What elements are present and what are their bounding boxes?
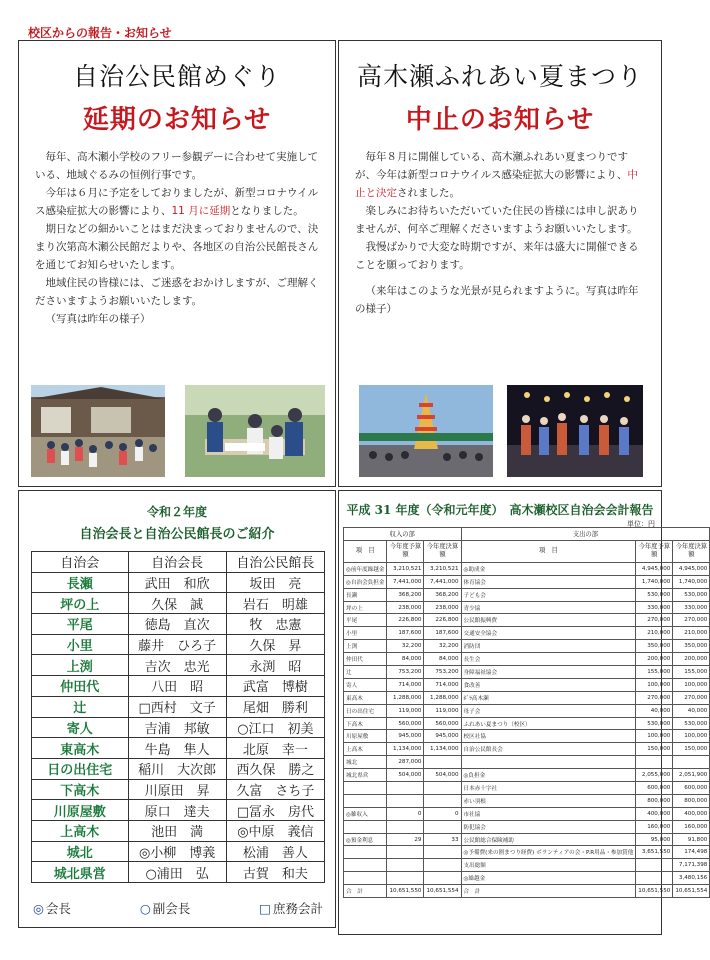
amount-cell: 270,000 (636, 691, 673, 704)
district-cell: 平尾 (32, 614, 129, 635)
item-cell: 長瀬 (344, 588, 387, 601)
chair-cell: ◎小柳 博義 (128, 841, 226, 862)
item-cell: 消防団 (461, 640, 636, 653)
accounts-row (344, 666, 710, 679)
item-cell: 市社協 (461, 807, 636, 820)
roster-legend (33, 899, 323, 917)
amount-cell: 0 (424, 807, 461, 820)
amount-cell: 200,000 (636, 653, 673, 666)
amount-cell (387, 846, 424, 859)
item-cell (344, 794, 387, 807)
amount-cell: 2,051,900 (673, 769, 710, 782)
column-heading: 今年度予算額 (636, 540, 673, 562)
amount-cell: 287,000 (387, 756, 424, 769)
item-cell: 赤い羽根 (461, 794, 636, 807)
item-cell: 日本赤十字社 (461, 782, 636, 795)
chair-cell: 徳島 直次 (128, 614, 226, 635)
item-cell: 辻 (344, 666, 387, 679)
accounts-row (344, 730, 710, 743)
photo-caption: （写真は昨年の様子） (45, 313, 151, 325)
item-cell: 坪の上 (344, 601, 387, 614)
amount-cell: 945,000 (424, 730, 461, 743)
roster-row (32, 738, 325, 759)
accounts-row (344, 885, 710, 898)
roster-row (32, 758, 325, 779)
photo-caption: （来年はこのような光景が見られますように。写真は昨年の様子） (355, 285, 639, 315)
item-cell (344, 846, 387, 859)
amount-cell: 150,000 (636, 743, 673, 756)
item-cell: 校区社協 (461, 730, 636, 743)
amount-cell: 945,000 (387, 730, 424, 743)
amount-cell: 187,600 (424, 627, 461, 640)
notice-body (19, 136, 335, 328)
amount-cell: 530,000 (636, 717, 673, 730)
amount-cell: 174,498 (673, 846, 710, 859)
accounts-section-row (344, 528, 710, 541)
amount-cell: 33 (424, 833, 461, 846)
column-heading: 今年度決算額 (424, 540, 461, 562)
amount-cell: 32,200 (387, 640, 424, 653)
amount-cell: 84,000 (387, 653, 424, 666)
amount-cell (636, 859, 673, 872)
amount-cell (424, 794, 461, 807)
item-cell: 合 計 (461, 885, 636, 898)
amount-cell: 226,800 (424, 614, 461, 627)
district-cell: 自治会 (32, 552, 129, 573)
accounts-row (344, 859, 710, 872)
roster-row (32, 779, 325, 800)
chair-cell: 自治会長 (128, 552, 226, 573)
amount-cell: 40,000 (673, 704, 710, 717)
amount-cell (636, 756, 673, 769)
accounts-panel (338, 490, 708, 935)
hall-head-cell: □冨永 房代 (226, 800, 324, 821)
item-cell: 仲田代 (344, 653, 387, 666)
amount-cell: 10,651,554 (424, 885, 461, 898)
amount-cell (424, 846, 461, 859)
accounts-row (344, 627, 710, 640)
amount-cell (387, 794, 424, 807)
amount-cell: 91,800 (673, 833, 710, 846)
amount-cell: 119,000 (424, 704, 461, 717)
amount-cell: 1,134,000 (387, 743, 424, 756)
amount-cell: 119,000 (387, 704, 424, 717)
item-cell: 城北 (344, 756, 387, 769)
amount-cell: 187,600 (387, 627, 424, 640)
amount-cell: 29 (387, 833, 424, 846)
roster-header-row (32, 552, 325, 573)
amount-cell (387, 820, 424, 833)
amount-cell: 368,200 (387, 588, 424, 601)
accounts-row (344, 614, 710, 627)
amount-cell (387, 859, 424, 872)
column-heading: 今年度予算額 (387, 540, 424, 562)
roster-table (31, 551, 325, 883)
item-cell (344, 872, 387, 885)
legend-mark: ○ (139, 901, 151, 916)
column-heading: 項 目 (344, 540, 387, 562)
roster-row (32, 655, 325, 676)
accounts-row (344, 704, 710, 717)
district-cell: 下高木 (32, 779, 129, 800)
hall-head-cell: 尾畑 勝利 (226, 696, 324, 717)
item-cell: 下高木 (344, 717, 387, 730)
item-cell (344, 820, 387, 833)
amount-cell: 714,000 (424, 678, 461, 691)
amount-cell (636, 872, 673, 885)
amount-cell: 32,200 (424, 640, 461, 653)
item-cell: ◎自治会負担金 (344, 575, 387, 588)
amount-cell (673, 756, 710, 769)
chair-cell: ○浦田 弘 (128, 862, 226, 883)
amount-cell: 800,000 (636, 794, 673, 807)
item-cell: 食改善 (461, 678, 636, 691)
accounts-row (344, 678, 710, 691)
roster-row (32, 614, 325, 635)
item-cell: 長生会 (461, 653, 636, 666)
roster-panel (18, 490, 336, 928)
amount-cell: 3,210,521 (387, 562, 424, 575)
accounts-column-row (344, 540, 710, 562)
hall-head-cell: 久富 さち子 (226, 779, 324, 800)
amount-cell: 400,000 (636, 807, 673, 820)
amount-cell: 330,000 (636, 601, 673, 614)
amount-cell: 504,000 (387, 769, 424, 782)
roster-row (32, 820, 325, 841)
amount-cell: 1,288,000 (424, 691, 461, 704)
hall-head-cell: 牧 忠憲 (226, 614, 324, 635)
paragraph: 地域住民の皆様には、ご迷惑をおかけしますが、ご理解くださいますようお願いいたします。 (35, 277, 319, 307)
amount-cell: 3,480,156 (673, 872, 710, 885)
item-cell: 川原屋敷 (344, 730, 387, 743)
chair-cell: 武田 和欣 (128, 572, 226, 593)
amount-cell: 560,000 (424, 717, 461, 730)
photo-night-dance (507, 385, 643, 477)
notice-subtitle: 延期のお知らせ (82, 105, 272, 135)
item-cell: 東高木 (344, 691, 387, 704)
item-cell: 城北県営 (344, 769, 387, 782)
accounts-row (344, 743, 710, 756)
photo-festival-float (359, 385, 493, 477)
hall-head-cell: 坂田 亮 (226, 572, 324, 593)
amount-cell: 1,288,000 (387, 691, 424, 704)
amount-cell: 160,000 (673, 820, 710, 833)
amount-cell: 714,000 (387, 678, 424, 691)
hall-head-cell: ○江口 初美 (226, 717, 324, 738)
amount-cell: 155,000 (673, 666, 710, 679)
notice-title: 高木瀬ふれあい夏まつり (356, 62, 643, 91)
item-cell: ◎前年度繰越金 (344, 562, 387, 575)
amount-cell: 100,000 (673, 730, 710, 743)
roster-row (32, 593, 325, 614)
district-cell: 長瀬 (32, 572, 129, 593)
amount-cell: 40,000 (636, 704, 673, 717)
legend-item (33, 899, 71, 917)
accounts-row (344, 820, 710, 833)
roster-title: 自治会長と自治公民館長のご紹介 (79, 527, 275, 542)
section-header: 校区からの報告・お知らせ (28, 26, 172, 40)
district-cell: 小里 (32, 634, 129, 655)
amount-cell: 100,000 (636, 678, 673, 691)
item-cell: 身障福祉協会 (461, 666, 636, 679)
accounts-title: 平成 31 年度（令和元年度） 高木瀬校区自治会会計報告 (346, 503, 654, 517)
amount-cell: 4,945,000 (636, 562, 673, 575)
accounts-row (344, 717, 710, 730)
district-cell: 上渕 (32, 655, 129, 676)
amount-cell: 600,000 (636, 782, 673, 795)
hall-head-cell: 西久保 勝之 (226, 758, 324, 779)
amount-cell: 350,000 (636, 640, 673, 653)
amount-cell: 530,000 (636, 588, 673, 601)
amount-cell: 3,210,521 (424, 562, 461, 575)
accounts-row (344, 807, 710, 820)
amount-cell: 1,134,000 (424, 743, 461, 756)
paragraph: 期日などの細かいことはまだ決まっておりませんので、決まり次第高木瀬公民館だよりや、各地区の自治公民館長さんを通じてお知らせいたします。 (35, 223, 319, 271)
item-cell: 母子会 (461, 704, 636, 717)
accounts-row (344, 640, 710, 653)
hall-head-cell: 武富 博樹 (226, 676, 324, 697)
photo-craft-activity (185, 385, 325, 477)
legend-label: 会長 (45, 901, 71, 916)
amount-cell: 226,800 (387, 614, 424, 627)
hall-head-cell: 永渕 昭 (226, 655, 324, 676)
amount-cell: 270,000 (673, 691, 710, 704)
district-cell: 城北県営 (32, 862, 129, 883)
amount-cell: 10,651,554 (673, 885, 710, 898)
item-cell: 平尾 (344, 614, 387, 627)
amount-cell (387, 782, 424, 795)
amount-cell: 4,945,000 (673, 562, 710, 575)
accounts-row (344, 562, 710, 575)
item-cell: ◎予備費(来の圏まつり経費) ボランティアの会・P.R用品・参加賞他 (461, 846, 636, 859)
hall-head-cell: ◎中原 義信 (226, 820, 324, 841)
district-cell: 城北 (32, 841, 129, 862)
amount-cell (424, 820, 461, 833)
section-heading: 収入の部 (344, 528, 462, 541)
district-cell: 日の出住宅 (32, 758, 129, 779)
item-cell: ◎雑収入 (344, 807, 387, 820)
district-cell: 寄人 (32, 717, 129, 738)
roster-row (32, 841, 325, 862)
amount-cell: 238,000 (387, 601, 424, 614)
roster-row (32, 696, 325, 717)
section-heading: 支出の部 (461, 528, 710, 541)
amount-cell: 753,200 (387, 666, 424, 679)
photo-strip (351, 385, 649, 477)
amount-cell: 3,651,550 (636, 846, 673, 859)
chair-cell: □西村 文子 (128, 696, 226, 717)
legend-mark: ◎ (33, 901, 44, 916)
item-cell: 上高木 (344, 743, 387, 756)
notice-body (339, 136, 661, 318)
roster-row (32, 717, 325, 738)
amount-cell: 368,200 (424, 588, 461, 601)
amount-cell: 95,000 (636, 833, 673, 846)
chair-cell: 原口 達夫 (128, 800, 226, 821)
accounts-row (344, 691, 710, 704)
accounts-row (344, 782, 710, 795)
item-cell: ◎助成金 (461, 562, 636, 575)
paragraph: 楽しみにお待ちいただいていた住民の皆様には申し訳ありませんが、何卒ご理解くださいますようお願いいたします。 (355, 205, 639, 235)
amount-cell: 753,200 (424, 666, 461, 679)
chair-cell: 久保 誠 (128, 593, 226, 614)
amount-cell: 530,000 (673, 717, 710, 730)
amount-cell: 200,000 (673, 653, 710, 666)
amount-cell: 160,000 (636, 820, 673, 833)
item-cell: 合 計 (344, 885, 387, 898)
chair-cell: 八田 昭 (128, 676, 226, 697)
accounts-row (344, 601, 710, 614)
amount-cell: 504,000 (424, 769, 461, 782)
chair-cell: 吉次 忠光 (128, 655, 226, 676)
notice-festival-panel (338, 40, 662, 487)
paragraph: 毎年、高木瀬小学校のフリー参観デーに合わせて実施している、地域ぐるみの恒例行事です。 (35, 151, 319, 181)
item-cell: 交通安全協会 (461, 627, 636, 640)
amount-cell: 10,651,550 (636, 885, 673, 898)
accounts-row (344, 872, 710, 885)
amount-cell: 150,000 (673, 743, 710, 756)
unit-label: 単位：円 (627, 520, 655, 528)
item-cell: 防犯協会 (461, 820, 636, 833)
amount-cell: 210,000 (673, 627, 710, 640)
roster-row (32, 572, 325, 593)
item-cell (344, 782, 387, 795)
roster-row (32, 862, 325, 883)
amount-cell: 100,000 (636, 730, 673, 743)
hall-head-cell: 岩石 明雄 (226, 593, 324, 614)
chair-cell: 牛島 隼人 (128, 738, 226, 759)
accounts-row (344, 653, 710, 666)
accounts-table (343, 527, 708, 898)
item-cell: 寄人 (344, 678, 387, 691)
amount-cell: 100,000 (673, 678, 710, 691)
amount-cell: 270,000 (673, 614, 710, 627)
roster-row (32, 800, 325, 821)
district-cell: 辻 (32, 696, 129, 717)
legend-item (259, 899, 323, 917)
amount-cell (424, 872, 461, 885)
amount-cell: 155,000 (636, 666, 673, 679)
accounts-row (344, 769, 710, 782)
accounts-row (344, 846, 710, 859)
amount-cell: 210,000 (636, 627, 673, 640)
item-cell: 子ども会 (461, 588, 636, 601)
amount-cell: 330,000 (673, 601, 710, 614)
item-cell: ◎負担金 (461, 769, 636, 782)
amount-cell: 350,000 (673, 640, 710, 653)
item-cell: ﾎﾞﾗ高木瀬 (461, 691, 636, 704)
paragraph: 我慢ばかりで大変な時期ですが、来年は盛大に開催できることを願っております。 (355, 241, 639, 271)
hall-head-cell: 北原 幸一 (226, 738, 324, 759)
district-cell: 上高木 (32, 820, 129, 841)
notice-subtitle: 中止のお知らせ (405, 105, 595, 135)
item-cell: 支出総額 (461, 859, 636, 872)
amount-cell: 560,000 (387, 717, 424, 730)
district-cell: 東高木 (32, 738, 129, 759)
item-cell (461, 756, 636, 769)
item-cell: 日の出住宅 (344, 704, 387, 717)
amount-cell: 10,651,550 (387, 885, 424, 898)
amount-cell (424, 859, 461, 872)
amount-cell: 600,000 (673, 782, 710, 795)
paragraph: 毎年８月に開催している、高木瀬ふれあい夏まつりですが、今年は新型コロナウイルス感染症拡大の影響により、中止と決定されました。 (355, 151, 638, 199)
roster-year: 令和２年度 (146, 505, 207, 519)
accounts-row (344, 756, 710, 769)
item-cell: 公民館振興費 (461, 614, 636, 627)
chair-cell: 稲川 大次郎 (128, 758, 226, 779)
roster-row (32, 676, 325, 697)
legend-label: 副会長 (152, 901, 191, 916)
item-cell (344, 859, 387, 872)
district-cell: 仲田代 (32, 676, 129, 697)
amount-cell: 7,441,000 (387, 575, 424, 588)
column-heading: 今年度決算額 (673, 540, 710, 562)
amount-cell: 530,000 (673, 588, 710, 601)
item-cell: 体育協会 (461, 575, 636, 588)
photo-strip (31, 385, 323, 477)
accounts-row (344, 794, 710, 807)
hall-head-cell: 松浦 善人 (226, 841, 324, 862)
item-cell: ふれあい夏まつり（校区） (461, 717, 636, 730)
chair-cell: 藤井 ひろ子 (128, 634, 226, 655)
accounts-row (344, 575, 710, 588)
accounts-row (344, 588, 710, 601)
chair-cell: 吉浦 邦敏 (128, 717, 226, 738)
chair-cell: 川原田 昇 (128, 779, 226, 800)
hall-head-cell: 古賀 和夫 (226, 862, 324, 883)
amount-cell: 1,740,000 (673, 575, 710, 588)
roster-row (32, 634, 325, 655)
legend-item (140, 899, 190, 917)
hall-head-cell: 久保 昇 (226, 634, 324, 655)
amount-cell (424, 782, 461, 795)
item-cell: ◎預金利息 (344, 833, 387, 846)
amount-cell: 0 (387, 807, 424, 820)
accounts-row (344, 833, 710, 846)
chair-cell: 池田 満 (128, 820, 226, 841)
legend-mark: □ (259, 901, 271, 916)
photo-hall-visit (31, 385, 165, 477)
item-cell: 青少協 (461, 601, 636, 614)
amount-cell: 84,000 (424, 653, 461, 666)
notice-title: 自治公民館めぐり (72, 62, 281, 91)
amount-cell: 800,000 (673, 794, 710, 807)
amount-cell: 7,171,398 (673, 859, 710, 872)
column-heading: 項 目 (461, 540, 636, 562)
amount-cell: 7,441,000 (424, 575, 461, 588)
amount-cell: 2,055,000 (636, 769, 673, 782)
amount-cell (424, 756, 461, 769)
district-cell: 坪の上 (32, 593, 129, 614)
amount-cell: 238,000 (424, 601, 461, 614)
paragraph: 今年は６月に予定をしておりましたが、新型コロナウイルス感染症拡大の影響により、11 月に延期となりました。 (35, 187, 319, 217)
district-cell: 川原屋敷 (32, 800, 129, 821)
item-cell: ◎繰越金 (461, 872, 636, 885)
hall-head-cell: 自治公民館長 (226, 552, 324, 573)
item-cell: 公民館総合保険補助 (461, 833, 636, 846)
notice-tour-panel (18, 40, 336, 487)
amount-cell: 270,000 (636, 614, 673, 627)
amount-cell (387, 872, 424, 885)
item-cell: 上渕 (344, 640, 387, 653)
item-cell: 小里 (344, 627, 387, 640)
legend-label: 庶務会計 (272, 901, 323, 916)
amount-cell: 400,000 (673, 807, 710, 820)
item-cell: 自治公民館長会 (461, 743, 636, 756)
amount-cell: 1,740,000 (636, 575, 673, 588)
